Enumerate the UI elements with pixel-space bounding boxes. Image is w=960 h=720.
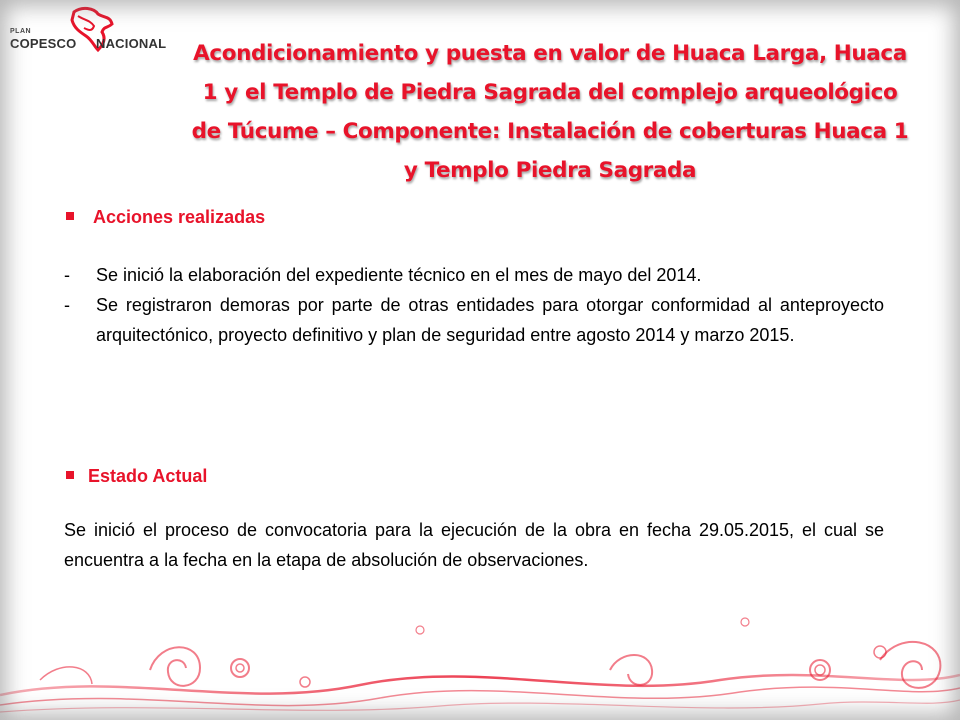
estado-heading-label: Estado Actual	[88, 466, 208, 486]
logo-nacional-text: NACIONAL	[96, 36, 167, 51]
list-item-text: Se registraron demoras por parte de otras entidades para otorgar conformidad al anteproyecto arquitectónico, proyecto definitivo y plan de seguridad entre agosto 2014 y marzo 2015.	[96, 295, 884, 345]
acciones-heading	[66, 207, 265, 228]
page-title: Acondicionamiento y puesta en valor de Huaca Larga, Huaca 1 y el Templo de Piedra Sagrada del complejo arqueológico de Túcume – Componente: Instalación de coberturas Huaca 1 y Templo Piedra Sagrada	[191, 41, 909, 183]
dash-icon: -	[64, 265, 70, 285]
plan-copesco-logo	[8, 6, 188, 76]
square-bullet-icon	[66, 212, 74, 220]
list-item-text: Se inició la elaboración del expediente técnico en el mes de mayo del 2014.	[96, 265, 702, 285]
estado-paragraph: Se inició el proceso de convocatoria para la ejecución de la obra en fecha 29.05.2015, el cual se encuentra a la fecha en la etapa de absolución de observaciones.	[64, 520, 884, 570]
estado-heading	[66, 466, 207, 487]
list-item	[64, 290, 884, 350]
decorative-swirls	[0, 600, 960, 720]
logo-copesco-text: COPESCO	[10, 36, 77, 51]
list-item	[64, 260, 884, 290]
logo-plan-text: PLAN	[10, 28, 32, 35]
acciones-list	[64, 260, 884, 350]
square-bullet-icon	[66, 471, 74, 479]
dash-icon: -	[64, 295, 70, 315]
acciones-heading-label: Acciones realizadas	[93, 207, 266, 227]
